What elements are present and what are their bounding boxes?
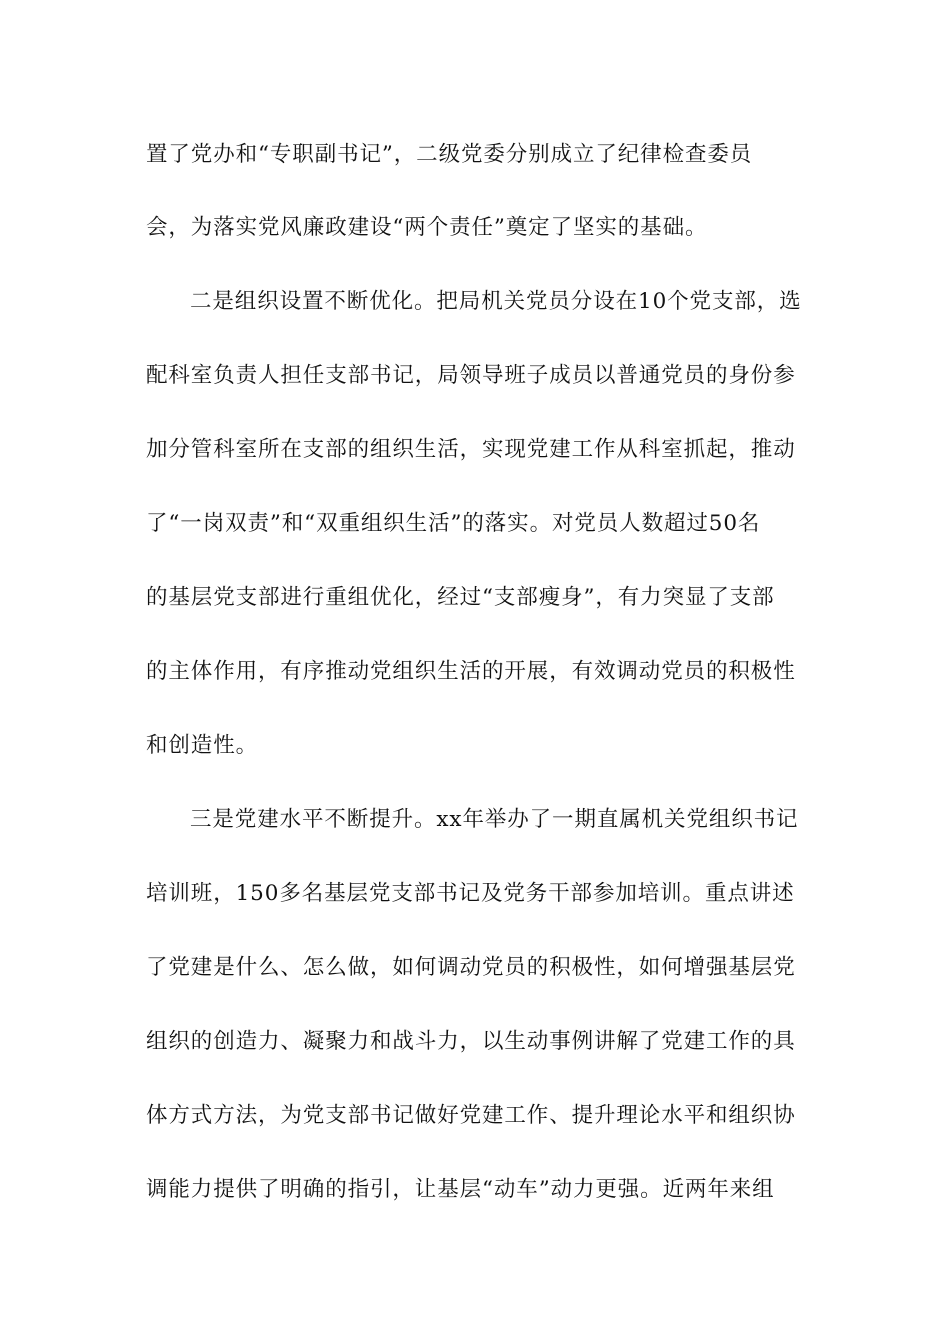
text-line: 调能力提供了明确的指引，让基层“动车”动力更强。近两年来组 — [146, 1177, 775, 1202]
paragraph-start-line: 二是组织设置不断优化。把局机关党员分设在10个党支部，选 — [190, 289, 802, 314]
text-line: 了党建是什么、怎么做，如何调动党员的积极性，如何增强基层党 — [146, 955, 796, 980]
text-line: 组织的创造力、凝聚力和战斗力，以生动事例讲解了党建工作的具 — [146, 1029, 796, 1054]
text-line: 的主体作用，有序推动党组织生活的开展，有效调动党员的积极性 — [146, 659, 796, 684]
paragraph-start-line: 三是党建水平不断提升。xx年举办了一期直属机关党组织书记 — [190, 807, 799, 832]
text-line: 体方式方法，为党支部书记做好党建工作、提升理论水平和组织协 — [146, 1103, 796, 1128]
text-line: 置了党办和“专职副书记”，二级党委分别成立了纪律检查委员 — [146, 142, 753, 167]
text-line: 了“一岗双责”和“双重组织生活”的落实。对党员人数超过50名 — [146, 511, 761, 536]
text-line: 会，为落实党风廉政建设“两个责任”奠定了坚实的基础。 — [146, 215, 708, 240]
text-line: 和创造性。 — [146, 733, 259, 758]
text-line: 培训班，150多名基层党支部书记及党务干部参加培训。重点讲述 — [146, 881, 795, 906]
text-line: 加分管科室所在支部的组织生活，实现党建工作从科室抓起，推动 — [146, 437, 796, 462]
text-line: 的基层党支部进行重组优化，经过“支部瘦身”，有力突显了支部 — [146, 585, 775, 610]
text-line: 配科室负责人担任支部书记，局领导班子成员以普通党员的身份参 — [146, 363, 796, 388]
